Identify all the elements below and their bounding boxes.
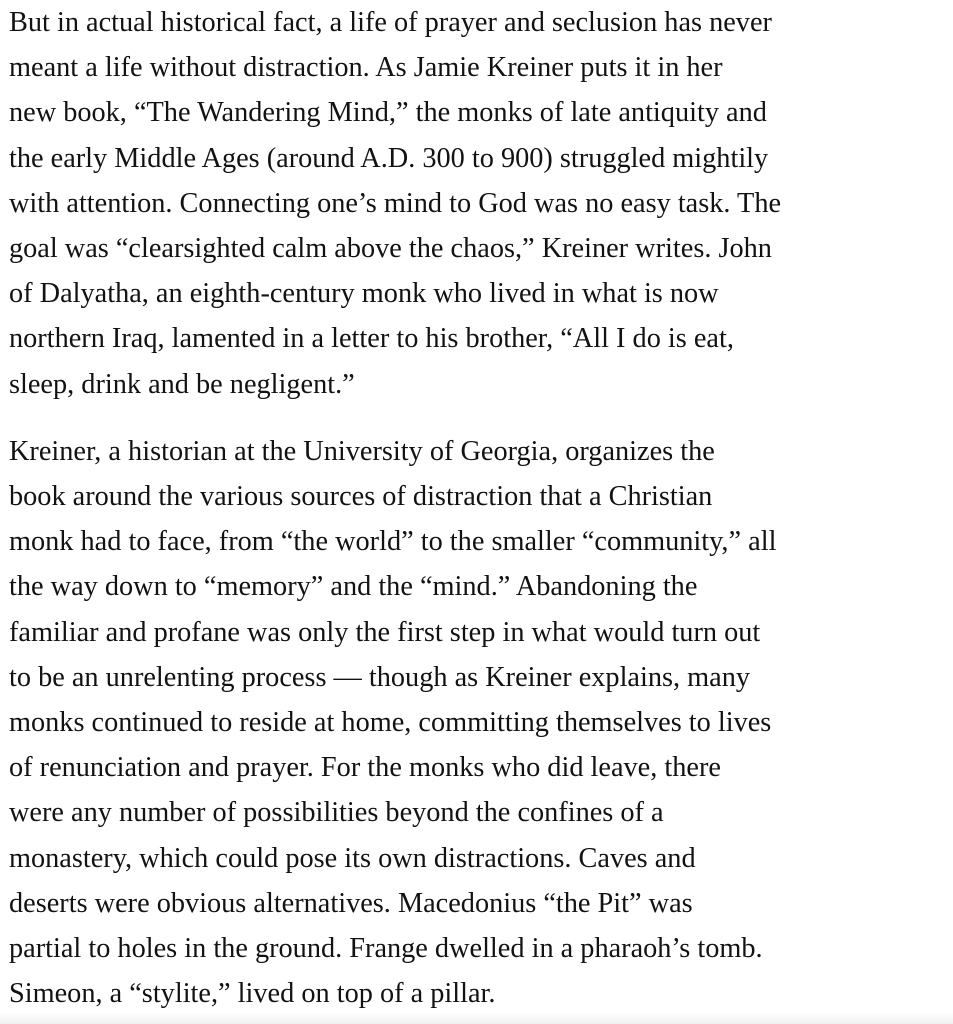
paragraph-1 [9, 0, 949, 407]
text-line: deserts were obvious alternatives. Macedonius “the Pit” was [9, 887, 693, 919]
text-line: were any number of possibilities beyond the confines of a [9, 797, 664, 829]
text-line: goal was “clearsighted calm above the chaos,” Kreiner writes. John [9, 233, 772, 265]
text-line: new book, “The Wandering Mind,” the monks of late antiquity and [9, 97, 767, 129]
text-line: sleep, drink and be negligent.” [9, 368, 355, 400]
text-line: book around the various sources of distraction that a Christian [9, 481, 713, 513]
text-line: partial to holes in the ground. Frange dwelled in a pharaoh’s tomb. [9, 933, 763, 965]
text-line: Kreiner, a historian at the University of Georgia, organizes the [9, 435, 715, 467]
text-line: familiar and profane was only the first step in what would turn out [9, 616, 761, 648]
text-line: monks continued to reside at home, committing themselves to lives [9, 707, 772, 739]
text-line: the early Middle Ages (around A.D. 300 to 900) struggled mightily [9, 142, 769, 174]
text-line: of renunciation and prayer. For the monks who did leave, there [9, 752, 721, 784]
paragraph-2 [9, 429, 949, 1017]
text-line: the way down to “memory” and the “mind.” Abandoning the [9, 571, 698, 603]
text-line: monastery, which could pose its own distractions. Caves and [9, 842, 696, 874]
text-line: monk had to face, from “the world” to the smaller “community,” all [9, 526, 777, 558]
text-line: meant a life without distraction. As Jamie Kreiner puts it in her [9, 52, 723, 84]
bottom-edge-shadow [0, 1012, 953, 1024]
text-line: to be an unrelenting process — though as Kreiner explains, many [9, 661, 751, 693]
text-line: with attention. Connecting one’s mind to God was no easy task. The [9, 187, 782, 219]
article-body [9, 0, 949, 1016]
text-line: But in actual historical fact, a life of prayer and seclusion has never [9, 7, 772, 38]
text-line: northern Iraq, lamented in a letter to his brother, “All I do is eat, [9, 323, 734, 355]
text-line: of Dalyatha, an eighth-century monk who lived in what is now [9, 278, 719, 310]
text-line: Simeon, a “stylite,” lived on top of a pillar. [9, 978, 496, 1010]
